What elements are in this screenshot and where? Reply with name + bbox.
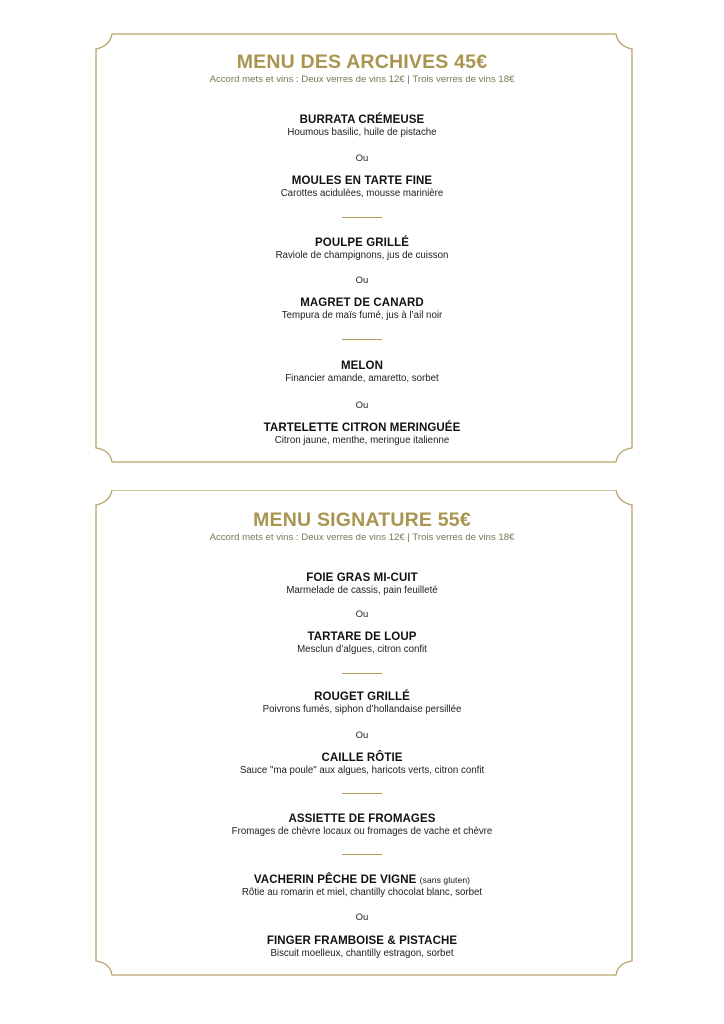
dish-name: ROUGET GRILLÉ: [314, 691, 410, 703]
dish-name: TARTELETTE CITRON MERINGUÉE: [263, 422, 461, 434]
dish-description: Poivrons fumés, siphon d’hollandaise persillée: [262, 704, 462, 715]
dish-description: Biscuit moelleux, chantilly estragon, sorbet: [270, 948, 454, 959]
dish-description: Rôtie au romarin et miel, chantilly chocolat blanc, sorbet: [241, 887, 483, 898]
course-divider: [342, 339, 382, 340]
menu-title: MENU SIGNATURE 55€: [253, 509, 471, 531]
dish-name: MOULES EN TARTE FINE: [291, 175, 433, 187]
course-divider: [342, 854, 382, 855]
or-separator: Ou: [355, 275, 369, 286]
or-separator: Ou: [355, 153, 369, 164]
dish-name: FINGER FRAMBOISE & PISTACHE: [266, 935, 458, 947]
gluten-free-note: (sans gluten): [419, 875, 471, 885]
dish-name: TARTARE DE LOUP: [307, 631, 417, 643]
menu-title: MENU DES ARCHIVES 45€: [236, 51, 488, 73]
menu-signature-panel: [0, 490, 724, 990]
dish-description: Fromages de chèvre locaux ou fromages de vache et chèvre: [231, 826, 493, 837]
dish-name: ASSIETTE DE FROMAGES: [288, 813, 436, 825]
course-divider: [342, 793, 382, 794]
course-divider: [342, 673, 382, 674]
dish-name: FOIE GRAS MI-CUIT: [306, 572, 418, 584]
dish-description: Citron jaune, menthe, meringue italienne: [274, 435, 450, 446]
dish-name: MELON: [340, 360, 384, 372]
or-separator: Ou: [355, 912, 369, 923]
course-divider: [342, 217, 382, 218]
dish-name: BURRATA CRÉMEUSE: [299, 114, 425, 126]
or-separator: Ou: [355, 609, 369, 620]
dish-description: Tempura de maïs fumé, jus à l’ail noir: [281, 310, 443, 321]
dish-description: Financier amande, amaretto, sorbet: [285, 373, 439, 384]
wine-pairing: Accord mets et vins : Deux verres de vins 12€ | Trois verres de vins 18€: [209, 532, 515, 543]
dish-name: CAILLE RÔTIE: [321, 752, 403, 764]
wine-pairing: Accord mets et vins : Deux verres de vins 12€ | Trois verres de vins 18€: [209, 74, 515, 85]
or-separator: Ou: [355, 400, 369, 411]
dish-description: Marmelade de cassis, pain feuilleté: [286, 585, 438, 596]
dish-name: VACHERIN PÊCHE DE VIGNE (sans gluten): [253, 874, 471, 886]
dish-name: MAGRET DE CANARD: [300, 297, 424, 309]
dish-name: POULPE GRILLÉ: [315, 237, 409, 249]
dish-description: Mesclun d’algues, citron confit: [297, 644, 427, 655]
dish-description: Houmous basilic, huile de pistache: [287, 127, 437, 138]
menu-archives-panel: [0, 0, 724, 480]
dish-description: Raviole de champignons, jus de cuisson: [275, 250, 449, 261]
dish-description: Carottes acidulées, mousse marinière: [280, 188, 444, 199]
dish-description: Sauce "ma poule" aux algues, haricots verts, citron confit: [239, 765, 485, 776]
or-separator: Ou: [355, 730, 369, 741]
